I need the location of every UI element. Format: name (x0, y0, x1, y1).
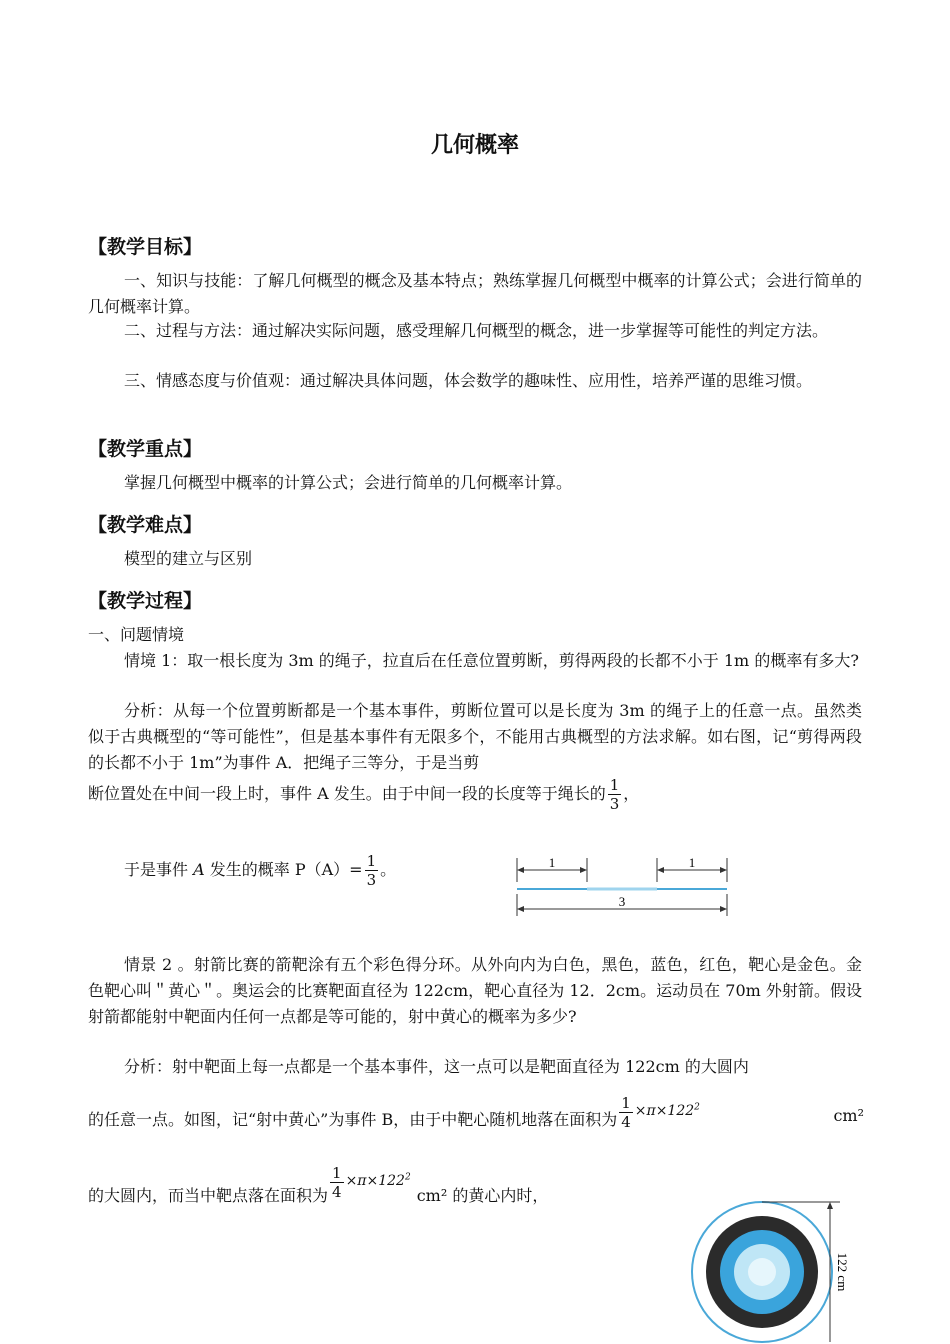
scene-1-paragraph: 情境 1：取一根长度为 3m 的绳子，拉直后在任意位置剪断，剪得两段的长都不小于 1m 的概率有多大? (124, 651, 859, 670)
rope-left-label: 1 (548, 855, 556, 870)
analysis-1-text: 断位置处在中间一段上时，事件 A 发生。由于中间一段的长度等于绳长的 (88, 784, 606, 803)
area-exponent: 2 (404, 1172, 411, 1183)
page-title: 几何概率 (430, 133, 519, 158)
section-heading-difficult: 【教学难点】 (88, 514, 203, 536)
area-expression-base: ×π×122 (345, 1173, 405, 1189)
fraction-numerator: 1 (621, 1094, 631, 1112)
probability-fraction (365, 852, 379, 889)
area-expression-2 (346, 1173, 411, 1189)
target-diameter-label: 122 cm (835, 1252, 850, 1292)
fraction-numerator: 1 (366, 852, 377, 870)
key-paragraph: 掌握几何概型中概率的计算公式；会进行简单的几何概率计算。 (124, 473, 573, 492)
analysis-2-text: 的任意一点。如图，记“射中黄心”为事件 B，由于中靶心随机地落在面积为 (88, 1110, 618, 1129)
scene-2-paragraph: 情景 2 。射箭比赛的箭靶涂有五个彩色得分环。从外向内为白色，黑色，蓝色，红色，靶心是金色。金色靶心叫＂黄心＂。奥运会的比赛靶面直径为 122cm，靶心直径为 12．2cm。运动员在 70m 外射箭。假设射箭都能射中靶面内任何一点都是等可能的，射中黄心的概率为多少? (88, 955, 862, 1026)
fraction-denominator: 3 (609, 795, 620, 813)
analysis-2-end: cm² 的黄心内时， (416, 1186, 549, 1205)
probability-period: 。 (380, 860, 397, 879)
probability-line (124, 852, 396, 889)
analysis-1-comma: ， (623, 784, 640, 803)
event-variable: A (193, 860, 205, 879)
area-expression (635, 1103, 700, 1119)
section-heading-process: 【教学过程】 (88, 590, 203, 612)
rope-diagram (510, 852, 734, 922)
area-fraction-2 (330, 1164, 344, 1201)
section-heading-key: 【教学重点】 (88, 438, 203, 460)
goal-paragraph-2: 二、过程与方法：通过解决实际问题，感受理解几何概型的概念，进一步掌握等可能性的判定方法。 (124, 321, 829, 340)
fraction-numerator: 1 (609, 776, 620, 794)
rope-total-label: 3 (618, 894, 626, 909)
goal-paragraph-3: 三、情感态度与价值观：通过解决具体问题，体会数学的趣味性、应用性，培养严谨的思维习惯。 (124, 371, 813, 390)
probability-text-start: 于是事件 (124, 860, 194, 879)
target-diagram (690, 1200, 860, 1344)
analysis-1-paragraph: 分析：从每一个位置剪断都是一个基本事件，剪断位置可以是长度为 3m 的绳子上的任意一点。虽然类似于古典概型的“等可能性”，但是基本事件有无限多个，不能用古典概型的方法求解。如右图，记“剪得两段的长都不小于 1m”为事件 A．把绳子三等分，于是当剪 (88, 701, 862, 772)
arrow-head (657, 867, 664, 873)
process-part-1-heading: 一、问题情境 (88, 625, 185, 644)
analysis-1-continuation (88, 776, 639, 813)
difficult-paragraph: 模型的建立与区别 (124, 549, 253, 568)
goal-paragraph-1: 一、知识与技能：了解几何概型的概念及基本特点；熟练掌握几何概型中概率的计算公式；会进行简单的几何概率计算。 (88, 271, 862, 316)
fraction-denominator: 4 (621, 1113, 631, 1131)
fraction-denominator: 4 (332, 1183, 342, 1201)
section-heading-goal: 【教学目标】 (88, 236, 203, 258)
area-unit: cm² (833, 1106, 864, 1125)
fraction-one-third (608, 776, 622, 813)
arrow-head (517, 867, 524, 873)
analysis-2-paragraph: 分析：射中靶面上每一点都是一个基本事件，这一点可以是靶面直径为 122cm 的大圆内 (124, 1057, 749, 1076)
rope-right-label: 1 (688, 855, 696, 870)
probability-text-mid: 发生的概率 P（A）= (204, 860, 363, 879)
area-fraction (619, 1094, 633, 1131)
analysis-2-text-c: 的大圆内，而当中靶点落在面积为 (88, 1186, 329, 1205)
fraction-denominator: 3 (366, 871, 377, 889)
analysis-2-line-2 (88, 1080, 864, 1131)
area-exponent: 2 (694, 1102, 700, 1113)
arrow-head (827, 1202, 833, 1209)
arrow-head (580, 867, 587, 873)
area-expression-base: ×π×122 (634, 1103, 695, 1119)
arrow-head (720, 906, 727, 912)
fraction-numerator: 1 (332, 1164, 342, 1182)
arrow-head (720, 867, 727, 873)
analysis-2-line-3 (88, 1156, 549, 1205)
arrow-head (517, 906, 524, 912)
target-gold-center (748, 1258, 776, 1286)
